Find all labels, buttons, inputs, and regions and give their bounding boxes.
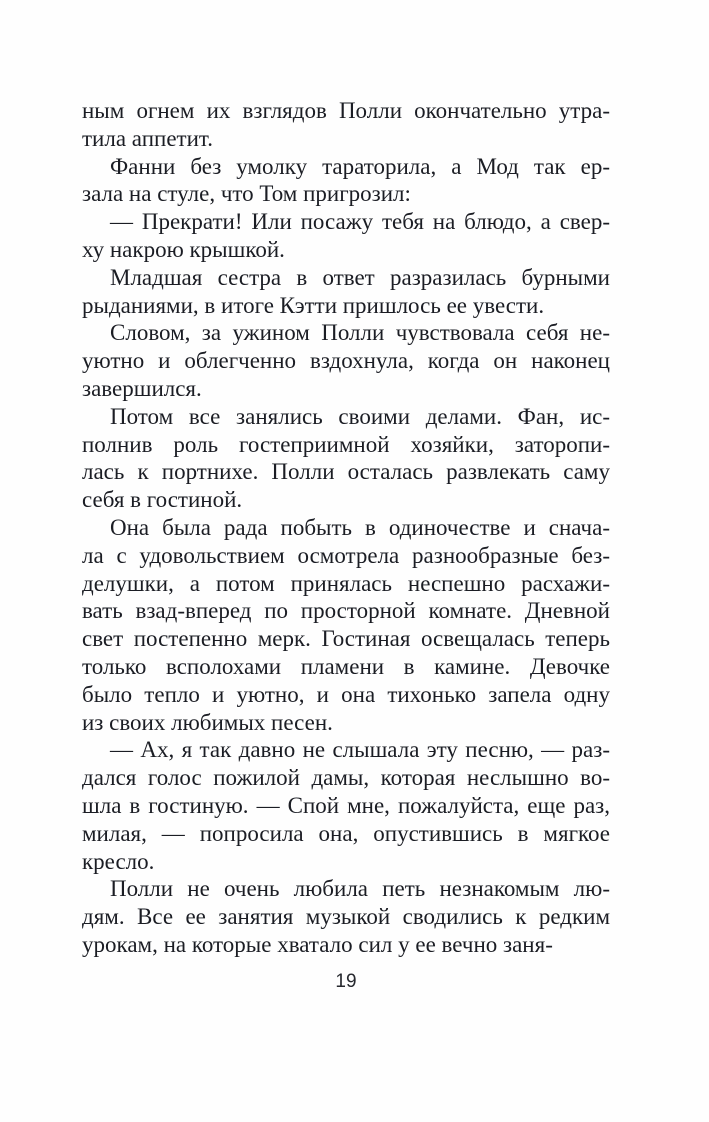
text-line: свет постепенно мерк. Гостиная освещалась теперь xyxy=(82,626,610,652)
text-line: зала на стуле, что Том пригрозил: xyxy=(82,181,411,207)
text-line: полнив роль гостеприимной хозяйки, заторопи- xyxy=(82,431,610,457)
text-line: урокам, на которые хватало сил у ее вечно заня- xyxy=(82,931,553,957)
text-line: делушки, а потом принялась неспешно расхажи- xyxy=(82,570,610,596)
text-line: ху накрою крышкой. xyxy=(82,236,285,262)
text-line: уютно и облегченно вздохнула, когда он наконец xyxy=(82,348,610,374)
text-line: ным огнем их взглядов Полли окончательно утра- xyxy=(82,98,610,123)
text-line: тила аппетит. xyxy=(82,125,213,151)
text-line: рыданиями, в итоге Кэтти пришлось ее увести. xyxy=(82,292,545,318)
text-line: Фанни без умолку тараторила, а Мод так ер- xyxy=(110,153,610,179)
text-line: вать взад-вперед по просторной комнате. Дневной xyxy=(82,598,610,624)
text-line: ла с удовольствием осмотрела разнообразные без- xyxy=(82,542,610,568)
text-line: только всполохами пламени в камине. Девочке xyxy=(82,653,610,679)
text-line: — Ах, я так давно не слышала эту песню, — раз- xyxy=(110,737,610,763)
text-line: шла в гостиную. — Спой мне, пожалуйста, еще раз, xyxy=(82,792,610,818)
text-line: кресло. xyxy=(82,848,155,874)
text-line: — Прекрати! Или посажу тебя на блюдо, а свер- xyxy=(110,209,610,235)
page-number: 19 xyxy=(335,971,357,992)
text-line: Она была рада побыть в одиночестве и снача- xyxy=(110,514,610,540)
text-line: Младшая сестра в ответ разразилась бурными xyxy=(110,264,610,290)
text-line: милая, — попросила она, опустившись в мягкое xyxy=(82,820,610,846)
text-line: дался голос пожилой дамы, которая неслышно во- xyxy=(82,765,610,791)
page-text xyxy=(82,97,610,959)
text-line: Полли не очень любила петь незнакомым лю- xyxy=(110,876,610,902)
text-line: дям. Все ее занятия музыкой сводились к редким xyxy=(82,904,610,930)
text-line: было тепло и уютно, и она тихонько запела одну xyxy=(82,681,610,707)
text-line: лась к портнихе. Полли осталась развлекать саму xyxy=(82,459,610,485)
text-line: завершился. xyxy=(82,375,202,401)
text-line: Потом все занялись своими делами. Фан, ис- xyxy=(110,403,610,429)
text-line: себя в гостиной. xyxy=(82,487,243,513)
text-line: из своих любимых песен. xyxy=(82,709,333,735)
text-line: Словом, за ужином Полли чувствовала себя не- xyxy=(110,320,610,346)
